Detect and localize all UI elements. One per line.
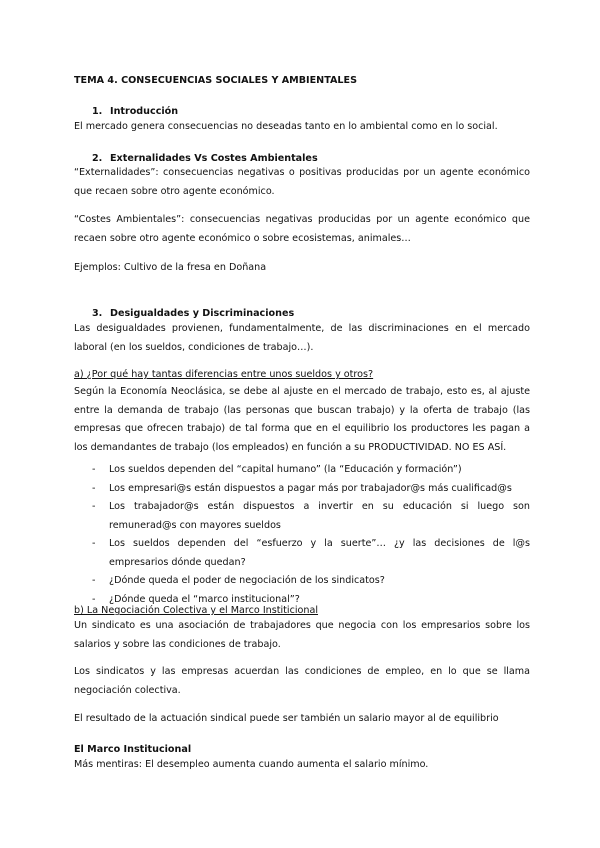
marco-heading: El Marco Institucional <box>74 744 192 755</box>
marco-paragraph: Más mentiras: El desempleo aumenta cuando aumenta el salario mínimo. <box>74 759 429 770</box>
ejemplos-paragraph: Ejemplos: Cultivo de la fresa en Doñana <box>74 262 267 273</box>
intro-paragraph: El mercado genera consecuencias no deseadas tanto en lo ambiental como en lo social. <box>74 121 498 132</box>
subsection-a-paragraph: Según la Economía Neoclásica, se debe al ajuste en el mercado de trabajo, esto es, al ajuste entre la demanda de trabajo (las personas que buscan trabajo) y la oferta de trabajo (las empresas que ofrecen trabajo) de tal forma que en el equilibrio los productores les pagan a los demandantes de trabajo (los empleados) en función a su PRODUCTIVIDAD. NO ES ASÍ. <box>74 386 530 453</box>
list-item: - ¿Dónde queda el “marco institucional”? <box>92 591 530 610</box>
list-item: - Los empresari@s están dispuestos a pagar más por trabajador@s más cualificad@s <box>92 480 530 499</box>
section-number: 1. <box>92 106 103 117</box>
subsection-a-heading: a) ¿Por qué hay tantas diferencias entre unos sueldos y otros? <box>74 369 374 380</box>
section-number: 2. <box>92 153 103 164</box>
subsection-b-paragraph-3: El resultado de la actuación sindical puede ser también un salario mayor al de equilibrio <box>74 713 499 724</box>
subsection-b-heading: b) La Negociación Colectiva y el Marco Institicional <box>74 605 319 616</box>
list-item: - Los trabajador@s están dispuestos a invertir en su educación si luego son remunerad@s con mayores sueldos <box>92 498 530 535</box>
list-item: - Los sueldos dependen del “esfuerzo y la suerte”… ¿y las decisiones de l@s empresarios dónde quedan? <box>92 535 530 572</box>
section-number: 3. <box>92 308 103 319</box>
subsection-b-paragraph-2: Los sindicatos y las empresas acuerdan las condiciones de empleo, en lo que se llama negociación colectiva. <box>74 666 530 696</box>
list-item: - ¿Dónde queda el poder de negociación de los sindicatos? <box>92 572 530 591</box>
section-title: Desigualdades y Discriminaciones <box>110 308 295 319</box>
costes-ambientales-paragraph: “Costes Ambientales”: consecuencias negativas producidas por un agente económico que recaen sobre otro agente económico o sobre ecosistemas, animales… <box>74 214 530 244</box>
document-title: TEMA 4. CONSECUENCIAS SOCIALES Y AMBIENTALES <box>74 75 357 86</box>
subsection-b-paragraph-1: Un sindicato es una asociación de trabajadores que negocia con los empresarios sobre los salarios y sobre las condiciones de trabajo. <box>74 620 530 650</box>
bullet-list <box>92 461 530 609</box>
externalidades-paragraph: “Externalidades”: consecuencias negativas o positivas producidas por un agente económico que recaen sobre otro agente económico. <box>74 167 530 197</box>
list-item: - Los sueldos dependen del “capital humano” (la “Educación y formación”) <box>92 461 530 480</box>
section-title: Externalidades Vs Costes Ambientales <box>110 153 318 164</box>
desigualdades-paragraph: Las desigualdades provienen, fundamentalmente, de las discriminaciones en el mercado laboral (en los sueldos, condiciones de trabajo…). <box>74 323 530 353</box>
section-title: Introducción <box>110 106 179 117</box>
